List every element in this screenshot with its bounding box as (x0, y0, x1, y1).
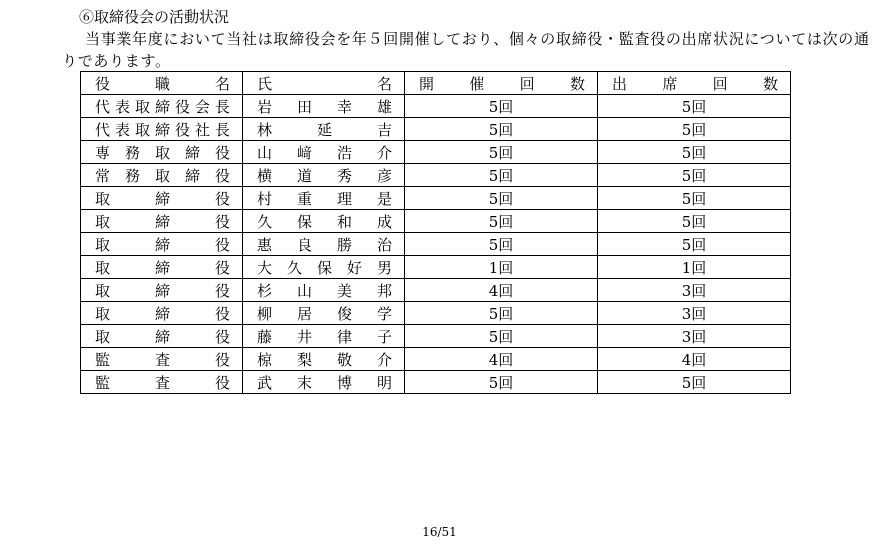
table-row (81, 325, 791, 348)
name-cell: 杉 山 美 邦 (243, 279, 405, 302)
position-cell: 監 査 役 (81, 371, 243, 394)
header-position: 役 職 名 (81, 72, 243, 95)
position-cell: 取 締 役 (81, 279, 243, 302)
paragraph-line-2: りであります。 (62, 52, 171, 70)
position-cell: 常 務 取 締 役 (81, 164, 243, 187)
table-row (81, 118, 791, 141)
held-count-cell: 5回 (405, 141, 598, 164)
name-cell: 藤 井 律 子 (243, 325, 405, 348)
position-cell: 代 表 取 締 役 会 長 (81, 95, 243, 118)
paragraph-line-1: 当事業年度において当社は取締役会を年５回開催しており、個々の取締役・監査役の出席状況については次の通 (85, 30, 870, 48)
name-cell: 林 延 吉 (243, 118, 405, 141)
position-cell: 取 締 役 (81, 325, 243, 348)
table-body (81, 95, 791, 394)
attended-count-cell: 5回 (598, 141, 791, 164)
name-cell: 村 重 理 是 (243, 187, 405, 210)
position-cell: 監 査 役 (81, 348, 243, 371)
held-count-cell: 4回 (405, 279, 598, 302)
table-row (81, 141, 791, 164)
name-cell: 横 道 秀 彦 (243, 164, 405, 187)
attended-count-cell: 5回 (598, 210, 791, 233)
name-cell: 椋 梨 敬 介 (243, 348, 405, 371)
attended-count-cell: 1回 (598, 256, 791, 279)
header-held: 開 催 回 数 (405, 72, 598, 95)
table-row (81, 348, 791, 371)
name-cell: 武 末 博 明 (243, 371, 405, 394)
attendance-table (80, 71, 791, 394)
attended-count-cell: 5回 (598, 233, 791, 256)
name-cell: 岩 田 幸 雄 (243, 95, 405, 118)
attended-count-cell: 5回 (598, 164, 791, 187)
name-cell: 山 﨑 浩 介 (243, 141, 405, 164)
held-count-cell: 5回 (405, 210, 598, 233)
table-row (81, 210, 791, 233)
name-cell: 柳 居 俊 学 (243, 302, 405, 325)
name-cell: 惠 良 勝 治 (243, 233, 405, 256)
attended-count-cell: 5回 (598, 187, 791, 210)
attended-count-cell: 3回 (598, 302, 791, 325)
held-count-cell: 5回 (405, 325, 598, 348)
name-cell: 久 保 和 成 (243, 210, 405, 233)
position-cell: 専 務 取 締 役 (81, 141, 243, 164)
table-header-row (81, 72, 791, 95)
held-count-cell: 1回 (405, 256, 598, 279)
attended-count-cell: 3回 (598, 279, 791, 302)
table-row (81, 233, 791, 256)
position-cell: 取 締 役 (81, 233, 243, 256)
table-row (81, 256, 791, 279)
section-heading: ⑥取締役会の活動状況 (79, 8, 230, 26)
held-count-cell: 5回 (405, 118, 598, 141)
name-cell: 大 久 保 好 男 (243, 256, 405, 279)
attended-count-cell: 3回 (598, 325, 791, 348)
position-cell: 取 締 役 (81, 256, 243, 279)
held-count-cell: 5回 (405, 164, 598, 187)
header-attended: 出 席 回 数 (598, 72, 791, 95)
position-cell: 取 締 役 (81, 187, 243, 210)
attended-count-cell: 5回 (598, 118, 791, 141)
header-name: 氏 名 (243, 72, 405, 95)
position-cell: 取 締 役 (81, 302, 243, 325)
held-count-cell: 4回 (405, 348, 598, 371)
attended-count-cell: 4回 (598, 348, 791, 371)
held-count-cell: 5回 (405, 187, 598, 210)
held-count-cell: 5回 (405, 233, 598, 256)
held-count-cell: 5回 (405, 95, 598, 118)
table-row (81, 187, 791, 210)
position-cell: 取 締 役 (81, 210, 243, 233)
held-count-cell: 5回 (405, 302, 598, 325)
table-row (81, 95, 791, 118)
table-row (81, 371, 791, 394)
attended-count-cell: 5回 (598, 95, 791, 118)
table-row (81, 279, 791, 302)
attended-count-cell: 5回 (598, 371, 791, 394)
held-count-cell: 5回 (405, 371, 598, 394)
table-row (81, 302, 791, 325)
position-cell: 代 表 取 締 役 社 長 (81, 118, 243, 141)
page-number: 16/51 (422, 525, 457, 539)
table-row (81, 164, 791, 187)
